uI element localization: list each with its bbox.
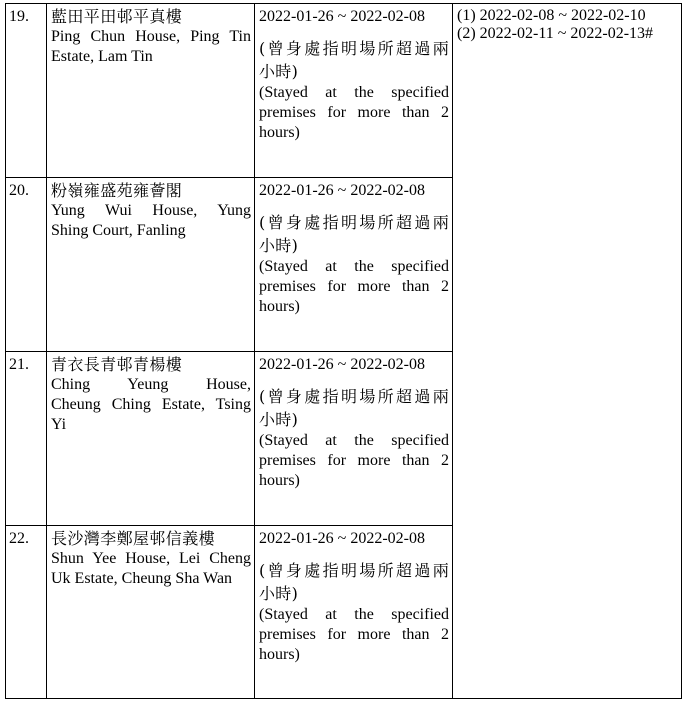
stay-note-zh-line: 小時) bbox=[259, 410, 299, 429]
visit-date-range: 2022-01-26 ~ 2022-02-08 bbox=[259, 8, 425, 25]
stay-note-en-line: hours) bbox=[259, 124, 300, 141]
visit-date-range: 2022-01-26 ~ 2022-02-08 bbox=[259, 182, 425, 199]
stay-note-zh-line: (曾身處指明場所超過兩 bbox=[259, 213, 449, 232]
building-name-zh: 藍田平田邨平真樓 bbox=[51, 7, 183, 26]
stay-note-en-line: hours) bbox=[259, 298, 300, 315]
stay-note-zh-line: (曾身處指明場所超過兩 bbox=[259, 39, 449, 58]
stay-note-zh-line: (曾身處指明場所超過兩 bbox=[259, 561, 449, 580]
stay-note-en-line: (Stayed at the specified bbox=[259, 84, 449, 101]
stay-note-en-line: (Stayed at the specified bbox=[259, 258, 449, 275]
building-name-en-line: Shing Court, Fanling bbox=[51, 222, 186, 239]
test-date-item: (1) 2022-02-08 ~ 2022-02-10 bbox=[457, 7, 646, 24]
building-name-en-line: Uk Estate, Cheung Sha Wan bbox=[51, 570, 233, 587]
test-dates-cell bbox=[453, 4, 682, 699]
building-name-zh: 青衣長青邨青楊樓 bbox=[51, 355, 183, 374]
row-number: 19. bbox=[6, 4, 47, 178]
building-cell bbox=[47, 526, 255, 699]
building-cell bbox=[47, 178, 255, 352]
row-number: 21. bbox=[6, 352, 47, 526]
stay-note-en-line: premises for more than 2 bbox=[259, 452, 449, 469]
specified-premises-table bbox=[5, 3, 682, 699]
stay-note-en-line: (Stayed at the specified bbox=[259, 432, 449, 449]
building-name-en-line: Yi bbox=[51, 416, 67, 433]
stay-note-en-line: (Stayed at the specified bbox=[259, 606, 449, 623]
building-name-zh: 粉嶺雍盛苑雍薈閣 bbox=[51, 181, 183, 200]
table-row bbox=[6, 4, 682, 178]
stay-note-en-line: premises for more than 2 bbox=[259, 104, 449, 121]
stay-note-en-line: hours) bbox=[259, 472, 300, 489]
row-number: 22. bbox=[6, 526, 47, 699]
visit-date-cell bbox=[255, 352, 453, 526]
visit-date-cell bbox=[255, 178, 453, 352]
stay-note-en-line: premises for more than 2 bbox=[259, 626, 449, 643]
building-name-en-line: Yung Wui House, Yung bbox=[51, 202, 251, 219]
stay-note-en-line: hours) bbox=[259, 646, 300, 663]
test-date-item: (2) 2022-02-11 ~ 2022-02-13# bbox=[457, 25, 654, 42]
building-name-en-line: Ping Chun House, Ping Tin bbox=[51, 28, 251, 45]
visit-date-range: 2022-01-26 ~ 2022-02-08 bbox=[259, 530, 425, 547]
stay-note-zh-line: 小時) bbox=[259, 236, 299, 255]
visit-date-cell bbox=[255, 526, 453, 699]
building-cell bbox=[47, 4, 255, 178]
visit-date-cell bbox=[255, 4, 453, 178]
building-name-zh: 長沙灣李鄭屋邨信義樓 bbox=[51, 529, 216, 548]
building-name-en-line: Ching Yeung House, bbox=[51, 376, 251, 393]
stay-note-zh-line: (曾身處指明場所超過兩 bbox=[259, 387, 449, 406]
stay-note-en-line: premises for more than 2 bbox=[259, 278, 449, 295]
building-cell bbox=[47, 352, 255, 526]
building-name-en-line: Estate, Lam Tin bbox=[51, 48, 153, 65]
building-name-en-line: Cheung Ching Estate, Tsing bbox=[51, 396, 251, 413]
stay-note-zh-line: 小時) bbox=[259, 62, 299, 81]
row-number: 20. bbox=[6, 178, 47, 352]
building-name-en-line: Shun Yee House, Lei Cheng bbox=[51, 550, 251, 567]
stay-note-zh-line: 小時) bbox=[259, 584, 299, 603]
visit-date-range: 2022-01-26 ~ 2022-02-08 bbox=[259, 356, 425, 373]
